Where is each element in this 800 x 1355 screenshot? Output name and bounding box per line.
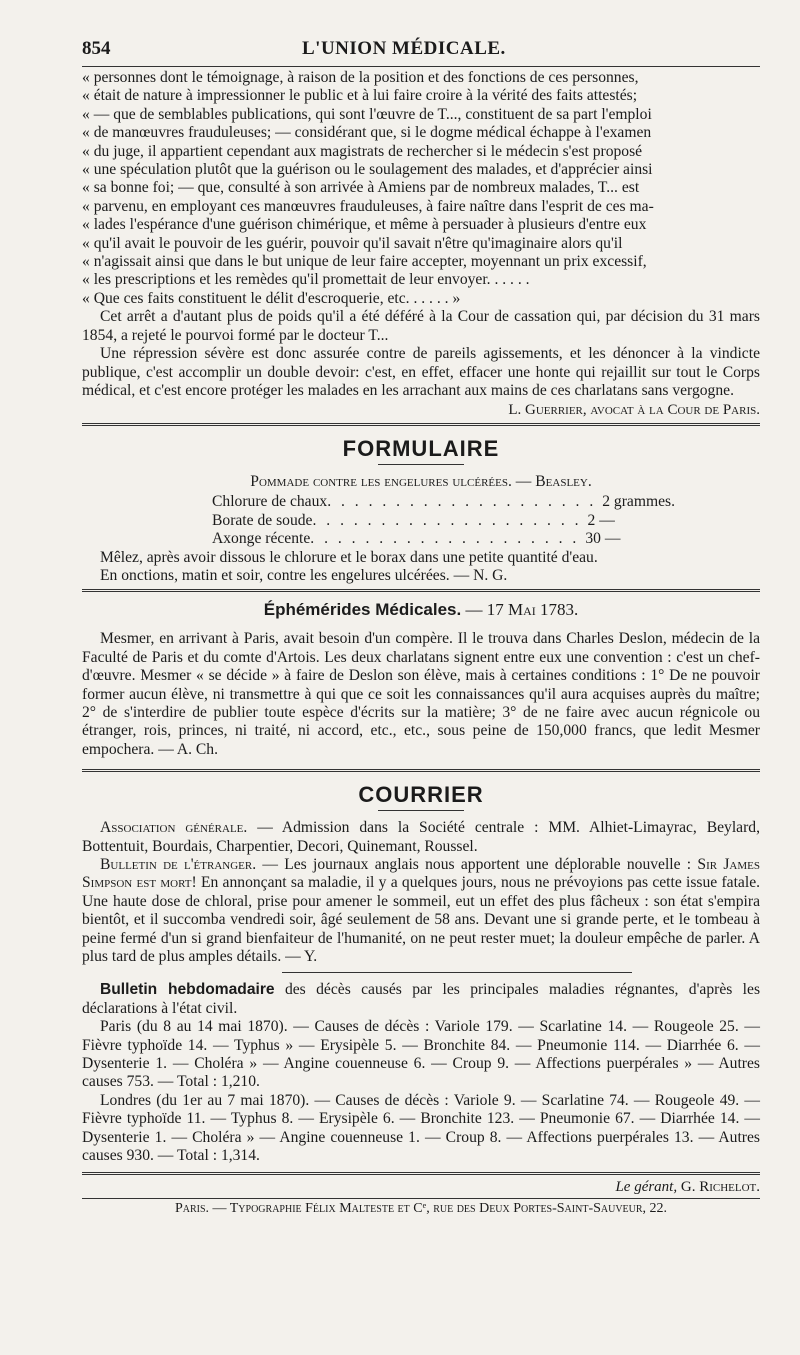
- ingredient-quantity: 2 grammes.: [602, 493, 675, 511]
- paris-statistics: Paris (du 8 au 14 mai 1870). — Causes de décès : Variole 179. — Scarlatine 14. — Rougeole 25. — Fièvre typhoïde 14. — Typhus » — Erysipèle 5. — Bronchite 84. — Pneumonie 114. — Diarrhée 6. — Dysenterie 1. — Choléra » — Angine couenneuse 6. — Croup 9. — Affections puerpérales » — Autres causes 753. — Total : 1,210.: [82, 1018, 760, 1091]
- ingredient-quantity: 30 —: [585, 530, 621, 548]
- quote-line: « lades l'espérance d'une guérison chimérique, et même à persuader à plusieurs d'entre eux: [82, 216, 647, 234]
- londres-statistics: Londres (du 1er au 7 mai 1870). — Causes de décès : Variole 9. — Scarlatine 74. — Rougeole 49. — Fièvre typhoïde 11. — Typhus 8. — Erysipèle 6. — Bronchite 123. — Pneumonie 67. — Diarrhée 14. — Dysenterie 1. — Choléra » — Angine couenneuse 1. — Croup 8. — Affections puerpérales 13. — Autres causes 930. — Total : 1,314.: [82, 1091, 760, 1165]
- ephemerides-text: Mesmer, en arrivant à Paris, avait besoin d'un compère. Il le trouva dans Charles Deslon, médecin de la Faculté de Paris et du comte d'Artois. Les deux charlatans signent entre eux une convention : c'est un chef-d'œuvre. Mesmer « se décide » à faire de Deslon son élève, mais à certaines conditions : 1° De ne pouvoir former aucun élève, ni transmettre à qui que ce soit les connaissances qu'il aura acquises auprès du maître; 2° de s'interdire de publier toute espèce d'écrits sur la matière; 3° de ne faire avec aucun régnicole ou étranger, rois, princes, ni traité, ni accord, etc., etc., sous peine de 150,000 francs, que ledit Mesmer empochera. — A. Ch.: [82, 630, 760, 758]
- ingredient-name: Chlorure de chaux: [212, 493, 328, 511]
- ephemerides-title: [82, 600, 760, 620]
- bulletin-etranger-text: — Les journaux anglais nous apportent une déplorable nouvelle :: [262, 856, 692, 873]
- gerant-label: Le gérant,: [615, 1178, 678, 1195]
- section-title-courrier: COURRIER: [358, 782, 484, 808]
- footer-divider: [82, 1172, 760, 1175]
- bulletin-hebdomadaire-heading: Bulletin hebdomadaire: [100, 981, 275, 999]
- quote-line: « une spéculation plutôt que la guérison ou le soulagement des malades, et d'apprécier ainsi: [82, 161, 653, 179]
- title-rule: [378, 810, 464, 811]
- quote-line: « du juge, il appartient cependant aux magistrats de rechercher si le médecin s'est proposé: [82, 142, 643, 160]
- quote-line: « n'agissait ainsi que dans le but unique de leur faire accepter, moyennant un prix excessif,: [82, 253, 647, 271]
- leader-dots: . . . . . . . . . . . . . . . . . . . .: [312, 511, 582, 529]
- association-heading: Association générale.: [100, 819, 248, 837]
- title-rule: [378, 464, 464, 465]
- page-header: [82, 38, 760, 64]
- header-rule: [82, 66, 760, 67]
- association-paragraph: [82, 819, 760, 856]
- quote-line: « parvenu, en employant ces manœuvres frauduleuses, à faire naître dans l'esprit de ces ma-: [82, 197, 654, 215]
- ingredient-row: [212, 493, 675, 511]
- gerant-signature: [82, 1179, 760, 1196]
- section-divider: [82, 769, 760, 772]
- printer-imprint: Paris. — Typographie Félix Malteste et Cᵉ, rue des Deux Portes-Saint-Sauveur, 22.: [174, 1200, 668, 1216]
- ephemerides-date: — 17 Mai 1783.: [465, 600, 579, 620]
- short-divider: [282, 972, 632, 973]
- simpson-announcement: Sir James Simpson est mort!: [82, 856, 760, 892]
- bulletin-intro: [82, 981, 760, 1018]
- recipe-ingredients: [212, 493, 675, 548]
- gerant-name: G. Richelot.: [680, 1178, 760, 1195]
- ingredient-name: Axonge récente: [212, 530, 311, 548]
- leader-dots: . . . . . . . . . . . . . . . . . . . .: [310, 530, 580, 548]
- court-quote: [82, 69, 760, 308]
- bulletin-etranger-heading: Bulletin de l'étranger.: [100, 856, 257, 873]
- ingredient-row: [212, 512, 622, 530]
- ingredient-quantity: 2 —: [587, 511, 615, 529]
- section-title-formulaire: FORMULAIRE: [342, 436, 500, 462]
- author-signature: L. Guerrier, avocat à la Cour de Paris.: [508, 402, 760, 419]
- recipe-title: Pommade contre les engelures ulcérées. — Beasley.: [250, 473, 592, 491]
- quote-line: « personnes dont le témoignage, à raison de la position et des fonctions de ces personnes,: [82, 69, 639, 86]
- leader-dots: . . . . . . . . . . . . . . . . . . . .: [327, 493, 597, 511]
- association-text: — Admission dans la Société centrale : MM. Alhiet-Limayrac, Beylard, Bottentuit, Bourdais, Charpentier, Decori, Quinemant, Roussel.: [82, 819, 760, 855]
- recipe-instruction: Mêlez, après avoir dissous le chlorure et le borax dans une petite quantité d'eau.: [100, 548, 598, 566]
- section-divider: [82, 423, 760, 426]
- paragraph-repression: Une répression sévère est donc assurée contre de pareils agissements, et les dénoncer à la vindicte publique, c'est accomplir un double devoir: c'est, en effet, effacer une honte qui rejaillit sur tout le Corps médical, et c'est encore protéger les malades en les arrachant aux mains de ces charlatans sans vergogne.: [82, 345, 760, 399]
- quote-line: « sa bonne foi; — que, consulté à son arrivée à Amiens par de nombreux malades, T... est: [82, 179, 640, 197]
- bulletin-etranger-paragraph: [82, 856, 760, 966]
- quote-line: « de manœuvres frauduleuses; — considérant que, si le dogme médical échappe à l'examen: [82, 124, 652, 142]
- section-divider: [82, 589, 760, 592]
- bulletin-intro-text: des décès causés par les principales maladies régnantes, d'après les déclarations à l'état civil.: [82, 981, 761, 1017]
- quote-line: « les prescriptions et les remèdes qu'il promettait de leur envoyer. . . . . .: [82, 271, 530, 289]
- quote-line: « était de nature à impressionner le public et à lui faire croire à la vérité des faits attestés;: [82, 87, 638, 105]
- running-title: L'UNION MÉDICALE.: [302, 38, 506, 59]
- quote-line: « — que de semblables publications, qui sont l'œuvre de T..., constituent de sa part l'emploi: [82, 105, 652, 123]
- recipe-usage: En onctions, matin et soir, contre les engelures ulcérées. — N. G.: [100, 566, 508, 584]
- ingredient-row: [212, 530, 622, 548]
- paragraph-arret: Cet arrêt a d'autant plus de poids qu'il a été déféré à la Cour de cassation qui, par décision du 31 mars 1854, a rejeté le pourvoi formé par le docteur T...: [82, 308, 760, 344]
- bulletin-etranger-text-cont: En annonçant sa maladie, il y a quelques jours, nous ne prévoyions pas cette issue fatale. Une haute dose de chloral, prise pour amener le sommeil, eut un effet des plus fâcheux : son état s'empira bientôt, et il succomba vendredi soir, âgé seulement de 58 ans. Devant une si grande perte, et le tombeau à peine fermé d'un si grand bienfaiteur de l'humanité, on ne peut rester muet; la douleur empêche de parler. A plus tard de plus amples détails. — Y.: [82, 874, 761, 966]
- page-number: 854: [82, 38, 111, 59]
- footer-rule: [82, 1198, 760, 1199]
- ingredient-name: Borate de soude: [212, 511, 313, 529]
- ephemerides-heading: Éphémérides Médicales.: [263, 600, 462, 620]
- quote-line: « qu'il avait le pouvoir de les guérir, pouvoir qu'il savait n'être qu'imaginaire alors qu'il: [82, 234, 623, 252]
- quote-line: « Que ces faits constituent le délit d'escroquerie, etc. . . . . . »: [82, 289, 461, 307]
